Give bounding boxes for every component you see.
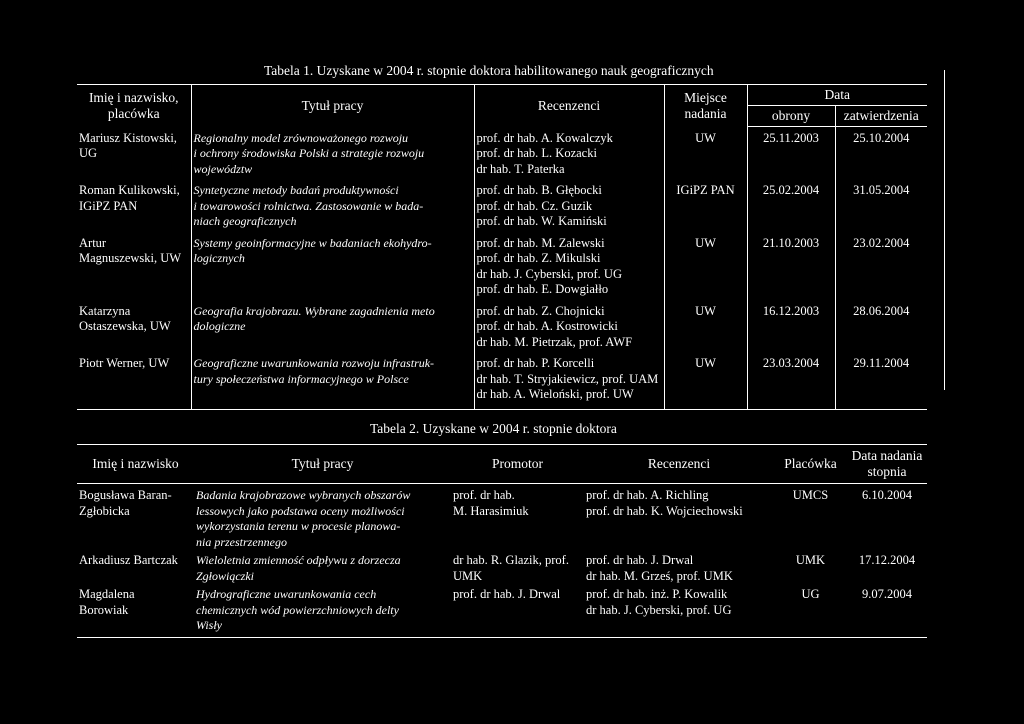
table-row: [77, 484, 927, 554]
name-cell-line: Ostaszewska, UW: [79, 319, 171, 333]
reviewers-cell-line: dr hab. J. Cyberski, prof. UG: [586, 602, 732, 617]
reviewers-cell-line: dr hab. J. Cyberski, prof. UG: [476, 266, 622, 281]
name-cell: [77, 127, 191, 184]
table-row: [77, 553, 927, 587]
name-cell: [77, 236, 191, 304]
place-cell: UW: [664, 304, 747, 357]
reviewers-cell: [474, 356, 664, 409]
title-cell-line: logicznych: [193, 251, 245, 265]
doctorate-table: [77, 444, 927, 638]
reviewers-cell: [474, 183, 664, 236]
approval-date-cell: 23.02.2004: [853, 235, 910, 250]
promoter-cell: [451, 484, 584, 554]
approval-date-cell: 25.10.2004: [853, 131, 910, 145]
title-cell: [194, 484, 451, 554]
t2-header-date: Data nadania stopnia: [847, 445, 927, 484]
title-cell: [191, 183, 474, 236]
t2-header-institution: Placówka: [774, 445, 847, 484]
defense-date-cell: 25.11.2003: [747, 127, 835, 184]
place-cell: IGiPZ PAN: [664, 183, 747, 236]
title-cell: [191, 304, 474, 357]
reviewers-cell-line: dr hab. T. Paterka: [476, 161, 565, 176]
t1-header-reviewers: Recenzenci: [474, 85, 664, 127]
defense-date-cell: 25.02.2004: [747, 183, 835, 236]
reviewers-cell-line: prof. dr hab. A. Kostrowicki: [476, 319, 618, 333]
reviewers-cell: [584, 484, 774, 554]
name-cell-line: Artur: [79, 235, 107, 250]
title-cell-line: Zgłowiączki: [196, 568, 255, 583]
reviewers-cell-line: prof. dr hab. P. Korcelli: [476, 356, 595, 370]
reviewers-cell: [584, 553, 774, 587]
table-row: [77, 127, 927, 184]
title-cell: [191, 356, 474, 409]
name-cell: [77, 304, 191, 357]
title-cell-line: chemicznych wód powierzchniowych delty: [196, 602, 399, 617]
title-cell: [194, 587, 451, 637]
title-cell: [194, 553, 451, 587]
title-cell-line: Geograficzne uwarunkowania rozwoju infrastruk-: [193, 356, 435, 370]
vertical-rule: [944, 70, 945, 390]
name-cell-line: Arkadiusz Bartczak: [79, 553, 178, 567]
title-cell-line: tury społeczeństwa informacyjnego w Polsce: [193, 371, 409, 386]
reviewers-cell-line: prof. dr hab. J. Drwal: [586, 553, 694, 567]
name-cell-line: Borowiak: [79, 602, 129, 617]
name-cell-line: Katarzyna: [79, 303, 131, 318]
title-cell-line: Syntetyczne metody badań produktywności: [193, 183, 399, 197]
promoter-cell-line: prof. dr hab.: [453, 488, 515, 502]
date-cell: 9.07.2004: [847, 587, 927, 637]
reviewers-cell: [474, 304, 664, 357]
table-row: [77, 356, 927, 409]
promoter-cell-line: M. Harasimiuk: [453, 503, 529, 518]
approval-date-cell: 31.05.2004: [853, 183, 910, 197]
title-cell-line: dologiczne: [193, 319, 246, 333]
defense-date-cell: 23.03.2004: [747, 356, 835, 409]
reviewers-cell-line: dr hab. T. Stryjakiewicz, prof. UAM: [476, 371, 659, 386]
reviewers-cell-line: prof. dr hab. B. Głębocki: [476, 183, 602, 197]
t1-header-place: Miejsce nadania: [664, 85, 747, 127]
reviewers-cell-line: dr hab. M. Grześ, prof. UMK: [586, 568, 733, 583]
name-cell-line: Magdalena: [79, 587, 135, 601]
t1-header-name: Imię i nazwisko, placówka: [77, 85, 191, 127]
reviewers-cell-line: prof. dr hab. A. Kowalczyk: [476, 130, 613, 145]
reviewers-cell-line: prof. dr hab. Z. Chojnicki: [476, 303, 605, 318]
approval-date-cell: 28.06.2004: [853, 303, 910, 318]
t1-header-title: Tytuł pracy: [191, 85, 474, 127]
t1-header-approval: zatwierdzenia: [835, 106, 927, 127]
table-row: [77, 236, 927, 304]
name-cell: [77, 183, 191, 236]
title-cell-line: Systemy geoinformacyjne w badaniach ekohydro-: [193, 235, 432, 250]
name-cell: [77, 484, 194, 554]
reviewers-cell-line: prof. dr hab. W. Kamiński: [476, 214, 607, 228]
place-cell: UW: [664, 236, 747, 304]
title-cell-line: Badania krajobrazowe wybranych obszarów: [196, 488, 411, 502]
place-cell: UW: [664, 127, 747, 184]
name-cell-line: Mariusz Kistowski,: [79, 130, 177, 145]
promoter-cell-line: UMK: [453, 568, 483, 583]
name-cell-line: Piotr Werner, UW: [79, 356, 170, 370]
name-cell-line: Bogusława Baran-: [79, 488, 172, 502]
t2-header-title: Tytuł pracy: [194, 445, 451, 484]
title-cell-line: Wisły: [196, 618, 222, 632]
title-cell-line: Geografia krajobrazu. Wybrane zagadnienia meto: [193, 303, 435, 318]
reviewers-cell-line: dr hab. A. Wieloński, prof. UW: [476, 387, 634, 401]
title-cell-line: wykorzystania terenu w procesie planowa-: [196, 519, 401, 533]
institution-cell: UMK: [795, 553, 826, 567]
reviewers-cell-line: prof. dr hab. L. Kozacki: [476, 146, 597, 160]
title-cell-line: lessowych jako podstawa oceny możliwości: [196, 503, 405, 518]
reviewers-cell-line: prof. dr hab. Z. Mikulski: [476, 251, 601, 265]
table2-caption: Tabela 2. Uzyskane w 2004 r. stopnie doktora: [370, 421, 617, 436]
t1-header-defense: obrony: [747, 106, 835, 127]
reviewers-cell-line: prof. dr hab. E. Dowgiałło: [476, 282, 609, 296]
name-cell: [77, 553, 194, 587]
reviewers-cell-line: prof. dr hab. K. Wojciechowski: [586, 503, 743, 518]
name-cell-line: Magnuszewski, UW: [79, 251, 182, 265]
place-cell: UW: [664, 356, 747, 409]
institution-cell: UMCS: [792, 488, 829, 502]
date-cell: 6.10.2004: [862, 488, 912, 502]
defense-date-cell: 16.12.2003: [747, 304, 835, 357]
name-cell: [77, 356, 191, 409]
title-cell: [191, 127, 474, 184]
name-cell-line: Zgłobicka: [79, 503, 130, 518]
title-cell-line: województw: [193, 161, 253, 176]
reviewers-cell-line: prof. dr hab. inż. P. Kowalik: [586, 587, 728, 601]
name-cell: [77, 587, 194, 637]
table-row: [77, 587, 927, 637]
t2-header-name: Imię i nazwisko: [77, 445, 194, 484]
reviewers-cell-line: prof. dr hab. A. Richling: [586, 488, 709, 502]
t2-header-promoter: Promotor: [451, 445, 584, 484]
promoter-cell-line: prof. dr hab. J. Drwal: [453, 587, 561, 601]
t2-header-reviewers: Recenzenci: [584, 445, 774, 484]
promoter-cell-line: dr hab. R. Glazik, prof.: [453, 553, 569, 567]
name-cell-line: UG: [79, 146, 98, 160]
table-row: [77, 304, 927, 357]
reviewers-cell-line: dr hab. M. Pietrzak, prof. AWF: [476, 334, 633, 349]
name-cell-line: IGiPZ PAN: [79, 198, 138, 213]
title-cell-line: Hydrograficzne uwarunkowania cech: [196, 587, 377, 601]
reviewers-cell-line: prof. dr hab. Cz. Guzik: [476, 198, 593, 213]
date-cell: 17.12.2004: [858, 553, 916, 567]
title-cell: [191, 236, 474, 304]
title-cell-line: i towarowości rolnictwa. Zastosowanie w bada-: [193, 198, 424, 213]
reviewers-cell: [474, 127, 664, 184]
title-cell-line: nia przestrzennego: [196, 534, 287, 549]
promoter-cell: [451, 553, 584, 587]
table-row: [77, 183, 927, 236]
approval-date-cell: 29.11.2004: [835, 356, 927, 409]
promoter-cell: [451, 587, 584, 637]
institution-cell: UG: [774, 587, 847, 637]
title-cell-line: niach geograficznych: [193, 214, 297, 228]
table1-caption: Tabela 1. Uzyskane w 2004 r. stopnie doktora habilitowanego nauk geograficznych: [264, 63, 714, 78]
reviewers-cell: [584, 587, 774, 637]
reviewers-cell-line: prof. dr hab. M. Zalewski: [476, 235, 605, 250]
title-cell-line: i ochrony środowiska Polski a strategie rozwoju: [193, 146, 425, 160]
reviewers-cell: [474, 236, 664, 304]
name-cell-line: Roman Kulikowski,: [79, 183, 180, 197]
title-cell-line: Regionalny model zrównoważonego rozwoju: [193, 130, 409, 145]
title-cell-line: Wieloletnia zmienność odpływu z dorzecza: [196, 553, 401, 567]
t1-header-date: Data: [747, 85, 927, 106]
defense-date-cell: 21.10.2003: [747, 236, 835, 304]
habilitation-table: [77, 84, 927, 410]
